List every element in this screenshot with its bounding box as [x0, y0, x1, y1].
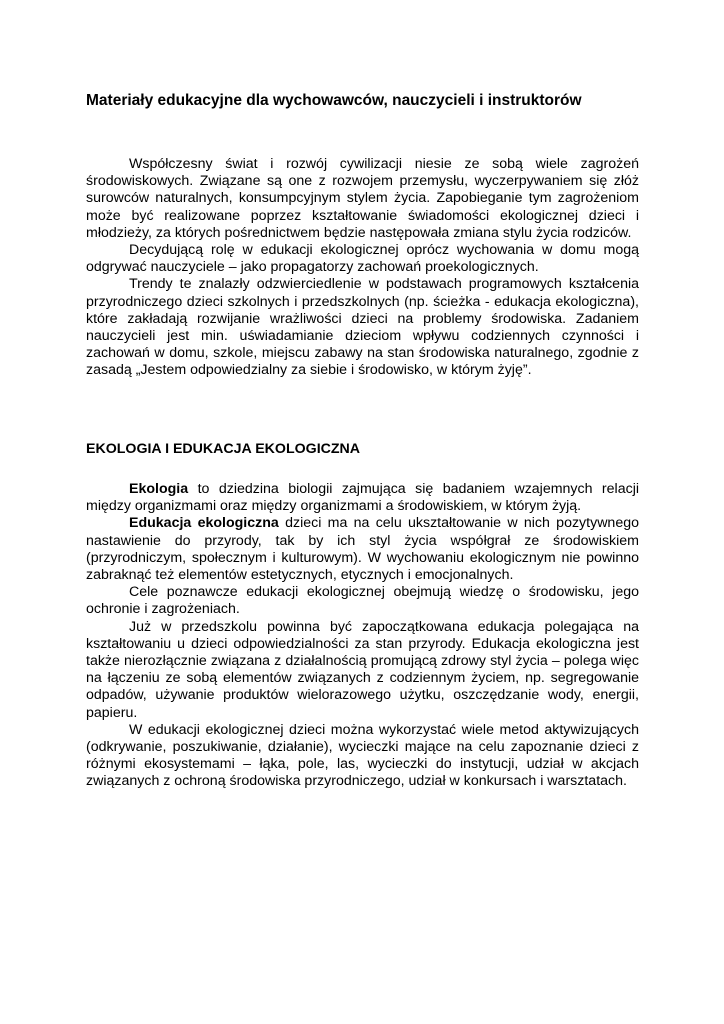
ecology-paragraph-2-text: dzieci ma na celu ukształtowanie w nich pozytywnego nastawienie do przyrody, tak by ich styl życia współgrał ze środowiskiem (przyrodniczym, społecznym i kulturowym). W wychowaniu ekologicznym nie powinno zabraknąć też elementów estetycznych, etycznych i emocjonalnych.	[86, 515, 639, 584]
document-title: Materiały edukacyjne dla wychowawców, nauczycieli i instruktorów	[86, 92, 582, 109]
intro-paragraph-1: Współczesny świat i rozwój cywilizacji niesie ze sobą wiele zagrożeń środowiskowych. Związane są one z rozwojem przemysłu, wyczerpywaniem się złóż surowców naturalnych, konsumpcyjnym stylem życia. Zapobieganie tym zagrożeniom może być realizowane poprzez kształtowanie świadomości ekologicznej dzieci i młodzieży, za których pośrednictwem będzie następowała zmiana stylu życia rodziców.	[86, 156, 639, 241]
ecology-paragraph-5: W edukacji ekologicznej dzieci można wykorzystać wiele metod aktywizujących (odkrywanie, poszukiwanie, działanie), wycieczki mające na celu zapoznanie dzieci z różnymi ekosystemami – łąka, pole, las, wycieczki do instytucji, udział w akcjach związanych z ochroną środowiska przyrodniczego, udział w konkursach i warsztatach.	[86, 721, 639, 790]
term-ekologia: Ekologia	[129, 481, 189, 497]
term-edukacja-ekologiczna: Edukacja ekologiczna	[129, 515, 279, 532]
intro-section	[86, 156, 639, 380]
intro-paragraph-2: Decydującą rolę w edukacji ekologicznej oprócz wychowania w domu mogą odgrywać nauczyciele – jako propagatorzy zachowań proekologicznych.	[86, 242, 639, 276]
ecology-paragraph-2	[86, 515, 639, 584]
section-heading: EKOLOGIA I EDUKACJA EKOLOGICZNA	[86, 441, 361, 457]
ecology-paragraph-1-text: to dziedzina biologii zajmująca się badaniem wzajemnych relacji między organizmami oraz między organizmami a środowiskiem, w którym żyją.	[86, 481, 639, 515]
ecology-paragraph-3: Cele poznawcze edukacji ekologicznej obejmują wiedzę o środowisku, jego ochronie i zagrożeniach.	[86, 584, 639, 618]
intro-paragraph-3: Trendy te znalazły odzwierciedlenie w podstawach programowych kształcenia przyrodniczego dzieci szkolnych i przedszkolnych (np. ścieżka - edukacja ekologiczna), które zakładają rozwijanie wrażliwości dzieci na problemy środowiska. Zadaniem nauczycieli jest min. uświadamianie dzieciom wpływu codziennych czynności i zachowań w domu, szkole, miejscu zabawy na stan środowiska naturalnego, zgodnie z zasadą „Jestem odpowiedzialny za siebie i środowisko, w którym żyję”.	[86, 276, 639, 379]
ecology-paragraph-4: Już w przedszkolu powinna być zapoczątkowana edukacja polegająca na kształtowaniu u dzieci odpowiedzialności za stan przyrody. Edukacja ekologiczna jest także nierozłącznie związana z działalnością promującą zdrowy styl życia – polega więc na łączeniu ze sobą elementów związanych z codziennym życiem, np. segregowanie odpadów, używanie produktów wielorazowego użytku, oszczędzanie wody, energii, papieru.	[86, 618, 639, 721]
ecology-paragraph-1	[86, 481, 639, 515]
ecology-section	[86, 481, 639, 791]
